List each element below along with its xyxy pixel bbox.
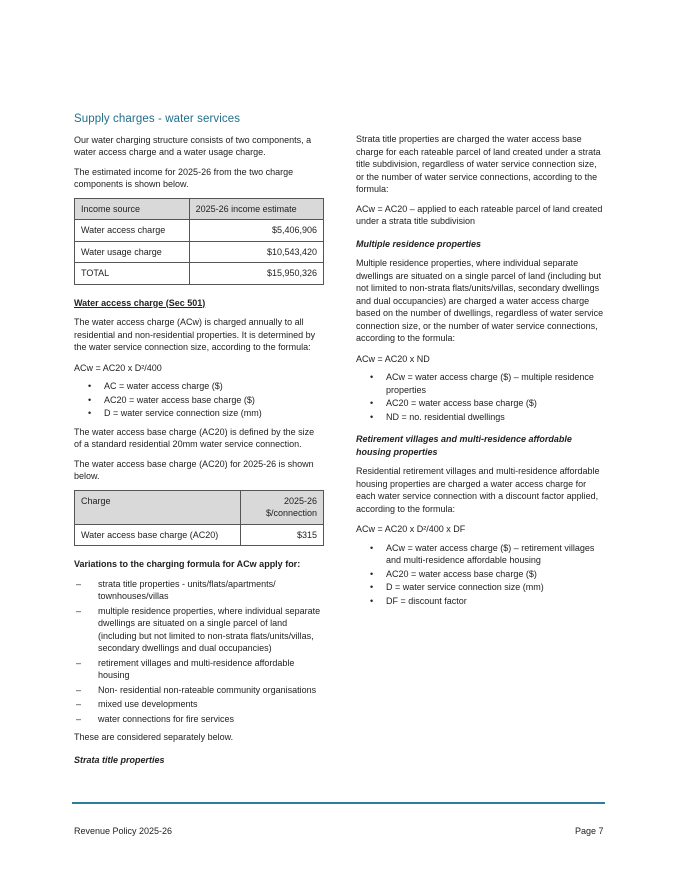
retirement-villages-heading: Retirement villages and multi-residence affordable housing properties (356, 434, 572, 457)
footer-document-title: Revenue Policy 2025-26 (74, 826, 173, 836)
table-cell: TOTAL (75, 263, 190, 285)
multiple-residence-bullets (356, 371, 606, 423)
list-item: • AC = water access charge ($) (104, 380, 324, 393)
variations-list (74, 578, 324, 726)
formula-access-charge: ACw = AC20 x D²/400 (74, 362, 162, 373)
strata-formula: ACw = AC20 – applied to each rateable parcel of land created under a strata title subdivision (356, 203, 603, 226)
section-title: Supply charges - water services (74, 113, 241, 125)
table-header-cell: Income source (75, 198, 190, 220)
list-item: • ND = no. residential dwellings (386, 411, 606, 424)
base-charge-paragraph-1: The water access base charge (AC20) is defined by the size of a standard residential 20mm water service connection. (74, 426, 315, 449)
list-item: • AC20 = water access base charge ($) (104, 394, 324, 407)
list-item: – water connections for fire services (98, 713, 324, 726)
list-item: – retirement villages and multi-residence affordable housing (98, 657, 324, 682)
retirement-villages-paragraph: Residential retirement villages and multi-residence affordable housing properties are charged a water access charge for each water service connection with a discount factor applied, according to the formula: (356, 466, 600, 514)
table-row (75, 220, 324, 242)
separately-note: These are considered separately below. (74, 732, 234, 742)
water-access-charge-paragraph: The water access charge (ACw) is charged annually to all residential and non-residential properties. It is determined by the water service connection size, according to the formula: (74, 317, 316, 352)
table-row (75, 241, 324, 263)
table-header-row (75, 198, 324, 220)
intro-paragraph-1: Our water charging structure consists of two components, a water access charge and a water usage charge. (74, 134, 312, 157)
list-item: – Non- residential non-rateable community organisations (98, 684, 324, 697)
list-item: • AC20 = water access base charge ($) (386, 568, 606, 581)
list-item: • ACw = water access charge ($) – retirement villages and multi-residence affordable housing (386, 542, 606, 567)
table-header-cell: 2025-26 income estimate (189, 198, 323, 220)
table-header-cell: Charge (75, 490, 241, 524)
list-item: • D = water service connection size (mm) (386, 581, 606, 594)
table-cell: Water access base charge (AC20) (75, 524, 241, 546)
list-item: – multiple residence properties, where individual separate dwellings are situated on a single parcel of land (including but not limited to non-strata flats/units/villas, secondary dwellings and dual occupancies) (98, 605, 324, 655)
table-cell: Water usage charge (75, 241, 190, 263)
formula-bullet-list (74, 380, 324, 420)
footer-page-number: Page 7 (575, 826, 604, 836)
table-cell: $315 (241, 524, 324, 546)
table-row (75, 524, 324, 546)
list-item: • DF = discount factor (386, 595, 606, 608)
income-table (74, 198, 324, 285)
intro-paragraph-2: The estimated income for 2025-26 from the two charge components is shown below. (74, 166, 294, 189)
multiple-residence-heading: Multiple residence properties (356, 238, 482, 249)
table-cell: Water access charge (75, 220, 190, 242)
right-column (356, 133, 606, 613)
list-item: – mixed use developments (98, 698, 324, 711)
list-item: • ACw = water access charge ($) – multiple residence properties (386, 371, 606, 396)
strata-title-heading: Strata title properties (74, 754, 165, 765)
table-cell: $15,950,326 (189, 263, 323, 285)
retirement-villages-formula: ACw = AC20 x D²/400 x DF (356, 524, 466, 534)
list-item: • AC20 = water access base charge ($) (386, 397, 606, 410)
left-column (74, 113, 324, 773)
strata-paragraph: Strata title properties are charged the water access base charge for each rateable parcel of land created under a strata title subdivision, regardless of water service connection size, or the number of water service connections, according to the formula: (356, 134, 601, 194)
table-header-row (75, 490, 324, 524)
water-access-charge-heading: Water access charge (Sec 501) (74, 297, 206, 308)
base-charge-table (74, 490, 324, 547)
table-cell: $10,543,420 (189, 241, 323, 263)
multiple-residence-formula: ACw = AC20 x ND (356, 353, 430, 364)
footer-divider (72, 802, 605, 804)
list-item: • D = water service connection size (mm) (104, 407, 324, 420)
retirement-villages-bullets (356, 542, 606, 608)
table-row (75, 263, 324, 285)
base-charge-paragraph-2: The water access base charge (AC20) for 2025-26 is shown below. (74, 458, 314, 481)
variations-heading: Variations to the charging formula for ACw apply for: (74, 559, 301, 569)
table-cell: $5,406,906 (189, 220, 323, 242)
multiple-residence-paragraph: Multiple residence properties, where individual separate dwellings are situated on a single parcel of land (including but not limited to non-strata flats/units/villas, secondary dwellings and dual occupancies) are charged a water access charge based on the number of dwellings, regardless of water service connection size, or the number of water service connections, according to the formula: (356, 258, 604, 343)
list-item: – strata title properties - units/flats/apartments/ townhouses/villas (98, 578, 324, 603)
table-header-cell: 2025-26 $/connection (241, 490, 324, 524)
